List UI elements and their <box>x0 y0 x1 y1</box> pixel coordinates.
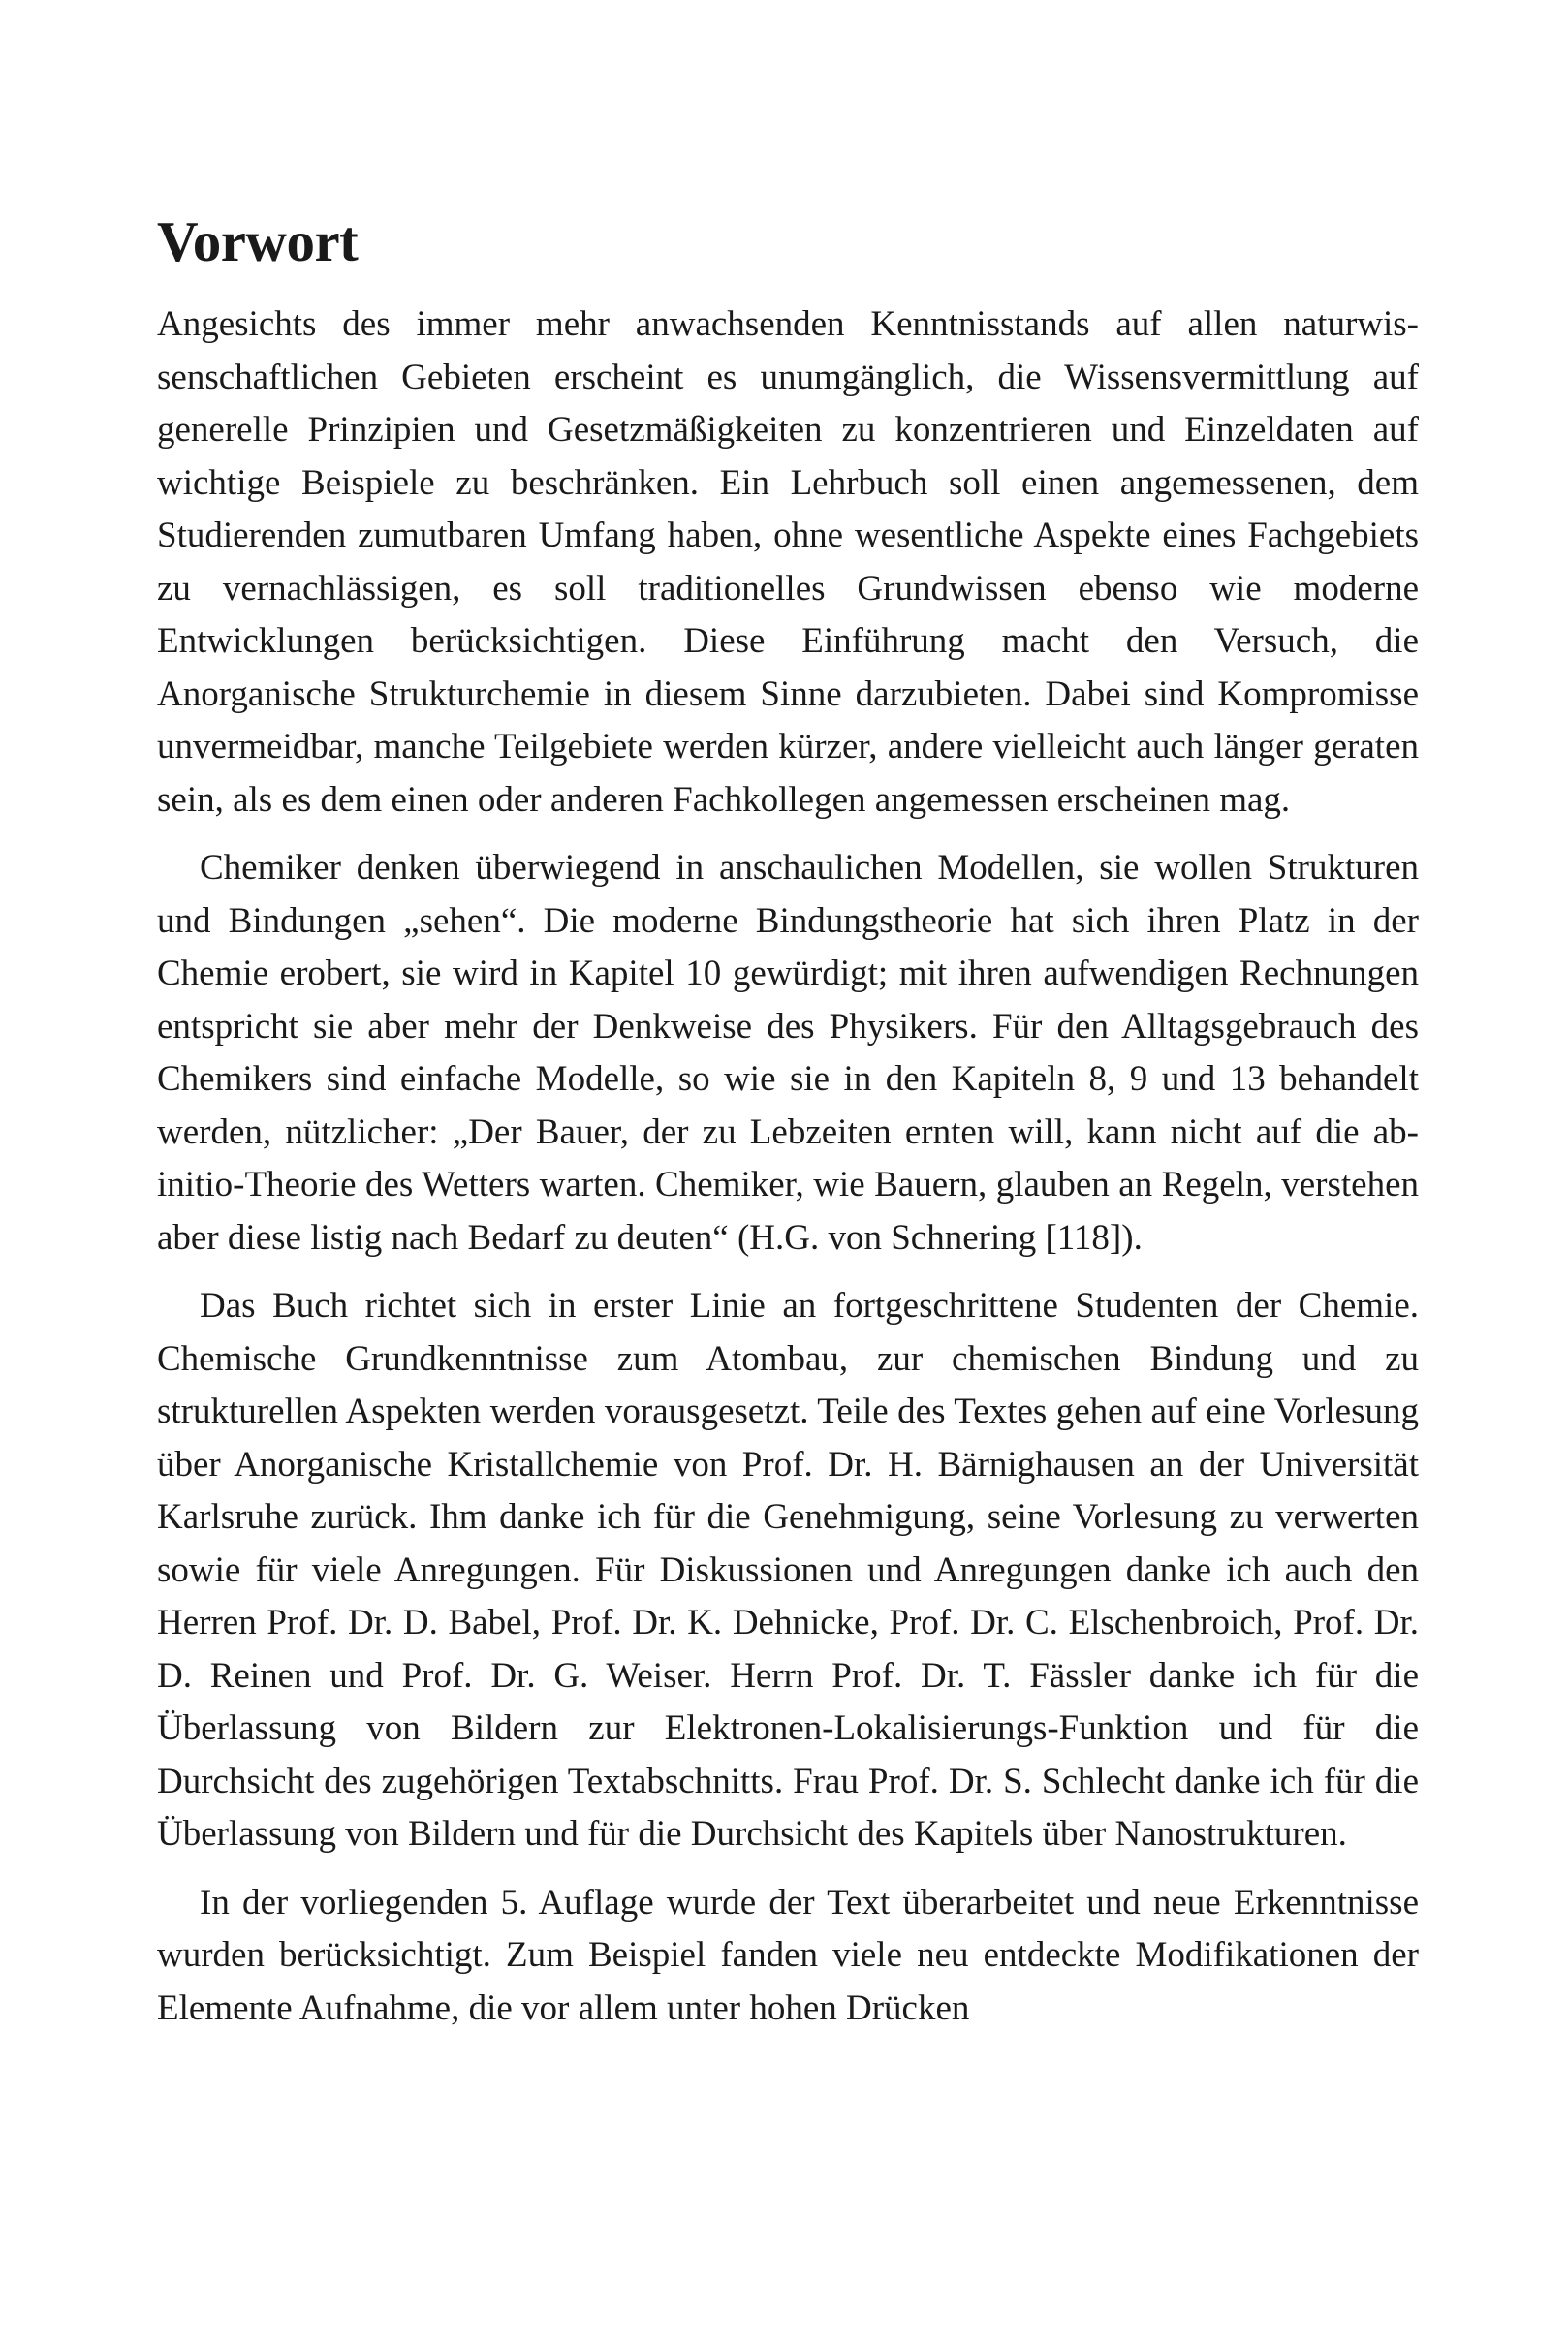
page-title: Vorwort <box>157 209 359 273</box>
paragraph-4: In der vorliegenden 5. Auflage wurde der Text überarbeitet und neue Erkenntnisse wurden berücksichtigt. Zum Beispiel fanden viele neu entdeckte Modifikationen der Elemente Aufnahme, die vor allem unter hohen Drücken <box>157 1882 1419 2028</box>
body-text <box>157 298 1419 2035</box>
paragraph-3: Das Buch richtet sich in erster Linie an fortgeschrittene Studenten der Chemie. Chemische Grundkenntnisse zum Atombau, zur chemischen Bindung und zu strukturellen Aspekten werden vorausgesetzt. Teile des Textes gehen auf eine Vorlesung über Anorganische Kristallchemie von Prof. Dr. H. Bärnighausen an der Universität Karlsruhe zurück. Ihm danke ich für die Genehmigung, seine Vorlesung zu verwerten sowie für viele Anregungen. Für Diskussionen und Anregungen danke ich auch den Herren Prof. Dr. D. Babel, Prof. Dr. K. Dehnicke, Prof. Dr. C. Elschenbroich, Prof. Dr. D. Reinen und Prof. Dr. G. Weiser. Herrn Prof. Dr. T. Fässler danke ich für die Überlassung von Bildern zur Elektronen-Lokalisierungs-Funktion und für die Durchsicht des zugehörigen Textabschnitts. Frau Prof. Dr. S. Schlecht danke ich für die Überlassung von Bildern und für die Durchsicht des Kapitels über Nanostrukturen. <box>157 1286 1419 1854</box>
paragraph-2: Chemiker denken überwiegend in anschaulichen Modellen, sie wollen Strukturen und Bindungen „sehen“. Die moderne Bindungstheorie hat sich ihren Platz in der Chemie erobert, sie wird in Kapitel 10 gewürdigt; mit ihren aufwendigen Rechnungen entspricht sie aber mehr der Denkweise des Physikers. Für den Alltagsgebrauch des Chemikers sind einfache Modelle, so wie sie in den Kapiteln 8, 9 und 13 behandelt werden, nützlicher: „Der Bauer, der zu Lebzeiten ernten will, kann nicht auf die ab-initio-Theorie des Wetters warten. Chemiker, wie Bauern, glauben an Regeln, verstehen aber diese listig nach Bedarf zu deuten“ (H.G. von Schnering [118]). <box>157 848 1419 1258</box>
paragraph-1: Angesichts des immer mehr anwachsenden Kenntnisstands auf allen naturwissenschaftlichen Gebieten erscheint es unumgänglich, die Wissensvermittlung auf generelle Prinzipien und Gesetzmäßigkeiten zu konzentrieren und Einzeldaten auf wichtige Beispiele zu beschränken. Ein Lehrbuch soll einen angemessenen, dem Studierenden zumutbaren Umfang haben, ohne wesentliche Aspekte eines Fachgebiets zu vernachlässigen, es soll traditionelles Grundwissen ebenso wie moderne Entwicklungen berücksichtigen. Diese Einführung macht den Versuch, die Anorganische Strukturchemie in diesem Sinne darzubieten. Dabei sind Kompromisse unvermeidbar, manche Teilgebiete werden kürzer, andere vielleicht auch länger geraten sein, als es dem einen oder anderen Fachkollegen angemessen erscheinen mag. <box>157 304 1419 820</box>
